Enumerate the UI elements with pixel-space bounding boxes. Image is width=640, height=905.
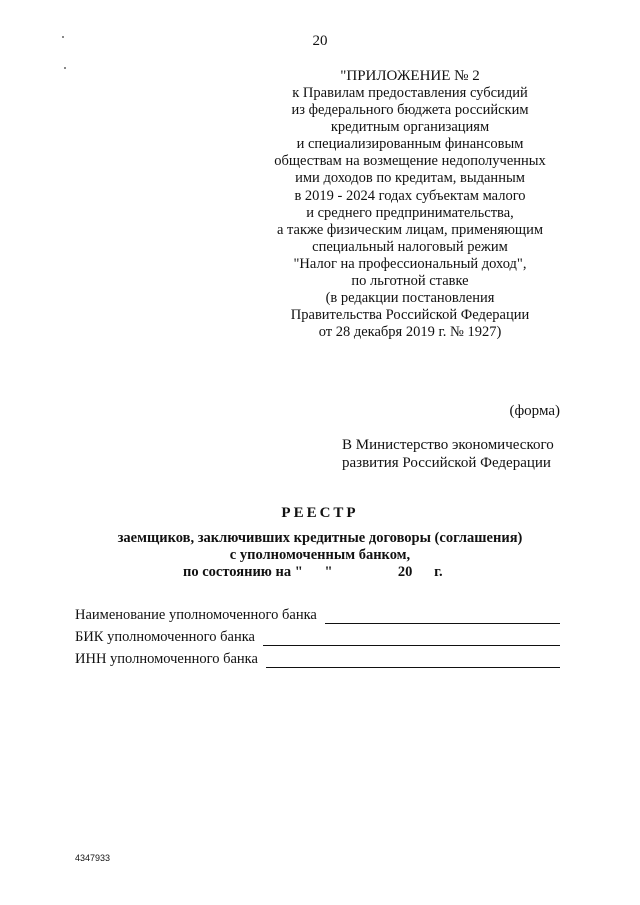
- registry-subtitle-line: с уполномоченным банком,: [229, 547, 411, 563]
- registry-subtitle-line: заемщиков, заключивших кредитные договоры (соглашения): [117, 530, 523, 546]
- appendix-line: и специализированным финансовым: [296, 136, 524, 153]
- appendix-line: ими доходов по кредитам, выданным: [295, 170, 525, 187]
- registry-subtitle: [0, 530, 640, 564]
- appendix-description: [250, 85, 570, 341]
- addressee-line: В Министерство экономического: [342, 437, 554, 453]
- appendix-line: обществам на возмещение недополученных: [274, 153, 546, 170]
- bik-label: БИК уполномоченного банка: [75, 629, 255, 645]
- registry-date-line: по состоянию на " " 20 г.: [183, 564, 443, 580]
- inn-row: [75, 646, 560, 668]
- bank-fields: [75, 602, 560, 668]
- appendix-line: от 28 декабря 2019 г. № 1927): [318, 324, 502, 341]
- appendix-line: в 2019 - 2024 годах субъектам малого: [294, 187, 526, 204]
- bank-name-label: Наименование уполномоченного банка: [75, 607, 317, 623]
- appendix-line: из федерального бюджета российским: [291, 102, 529, 119]
- appendix-line: (в редакции постановления: [325, 290, 495, 307]
- appendix-line: кредитным организациям: [330, 119, 490, 136]
- inn-field[interactable]: [266, 653, 560, 668]
- appendix-line: специальный налоговый режим: [312, 238, 508, 255]
- appendix-line: а также физическим лицам, применяющим: [276, 221, 544, 238]
- bik-field[interactable]: [263, 631, 560, 646]
- appendix-line: Правительства Российской Федерации: [290, 307, 530, 324]
- appendix-line: к Правилам предоставления субсидий: [292, 85, 528, 101]
- scan-speck: [64, 67, 66, 69]
- addressee: [342, 436, 554, 472]
- document-code: 4347933: [75, 853, 111, 863]
- addressee-line: развития Российской Федерации: [342, 455, 551, 471]
- bank-name-field[interactable]: [325, 609, 560, 624]
- registry-title: РЕЕСТР: [281, 505, 359, 521]
- appendix-line: "Налог на профессиональный доход",: [293, 255, 527, 272]
- appendix-title: "ПРИЛОЖЕНИЕ № 2: [340, 68, 480, 84]
- bank-name-row: [75, 602, 560, 624]
- bik-row: [75, 624, 560, 646]
- inn-label: ИНН уполномоченного банка: [75, 651, 258, 667]
- appendix-line: и среднего предпринимательства,: [306, 204, 514, 221]
- page-number: 20: [312, 33, 328, 49]
- form-label: (форма): [509, 403, 560, 419]
- appendix-line: по льготной ставке: [351, 273, 469, 290]
